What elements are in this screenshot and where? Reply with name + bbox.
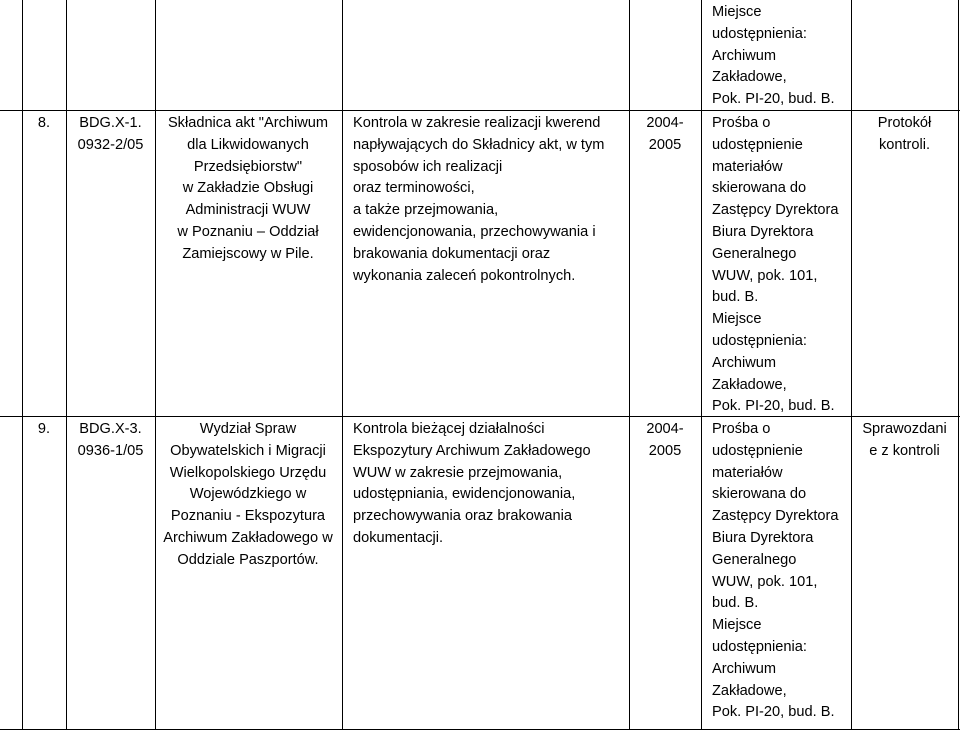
access-place-continuation: Miejsce udostępnienia: Archiwum Zakładowe, Pok. PI-20, bud. B. bbox=[712, 4, 835, 108]
inspection-subject: Kontrola w zakresie realizacji kwerend napływających do Składnicy akt, w tym sposobów ich realizacji oraz terminowości, a także przejmowania, ewidencjonowania, przechowywania i brakowania dokumentacji oraz wykonania zaleceń pokontrolnych. bbox=[353, 115, 605, 284]
file-symbol: BDG.X-1. 0932-2/05 bbox=[77, 115, 144, 153]
inspected-unit: Wydział Spraw Obywatelskich i Migracji Wielkopolskiego Urzędu Wojewódzkiego w Poznaniu - Ekspozytura Archiwum Zakładowego w Oddziale Paszportów. bbox=[163, 421, 333, 568]
inspected-unit: Składnica akt "Archiwum dla Likwidowanych Przedsiębiorstw" w Zakładzie Obsługi Administracji WUW w Poznaniu – Oddział Zamiejscowy w Pile. bbox=[167, 115, 329, 262]
inspection-result: Protokół kontroli. bbox=[877, 115, 932, 153]
inspection-period: 2004- 2005 bbox=[646, 115, 684, 153]
file-symbol: BDG.X-3. 0936-1/05 bbox=[77, 421, 144, 459]
row-number: 8. bbox=[37, 115, 51, 131]
access-info: Prośba o udostępnienie materiałów skierowana do Zastępcy Dyrektora Biura Dyrektora Generalnego WUW, pok. 101, bud. B. Miejsce udostępnienia: Archiwum Zakładowe, Pok. PI-20, bud. B. bbox=[712, 115, 839, 415]
inspection-subject: Kontrola bieżącej działalności Ekspozytury Archiwum Zakładowego WUW w zakresie przejmowania, udostępniania, ewidencjonowania, przechowywania oraz brakowania dokumentacji. bbox=[353, 421, 591, 546]
inspection-result: Sprawozdani e z kontroli bbox=[862, 421, 947, 459]
inspection-period: 2004- 2005 bbox=[646, 421, 684, 459]
access-info: Prośba o udostępnienie materiałów skierowana do Zastępcy Dyrektora Biura Dyrektora Generalnego WUW, pok. 101, bud. B. Miejsce udostępnienia: Archiwum Zakładowe, Pok. PI-20, bud. B. bbox=[712, 421, 839, 721]
row-number: 9. bbox=[37, 421, 51, 437]
